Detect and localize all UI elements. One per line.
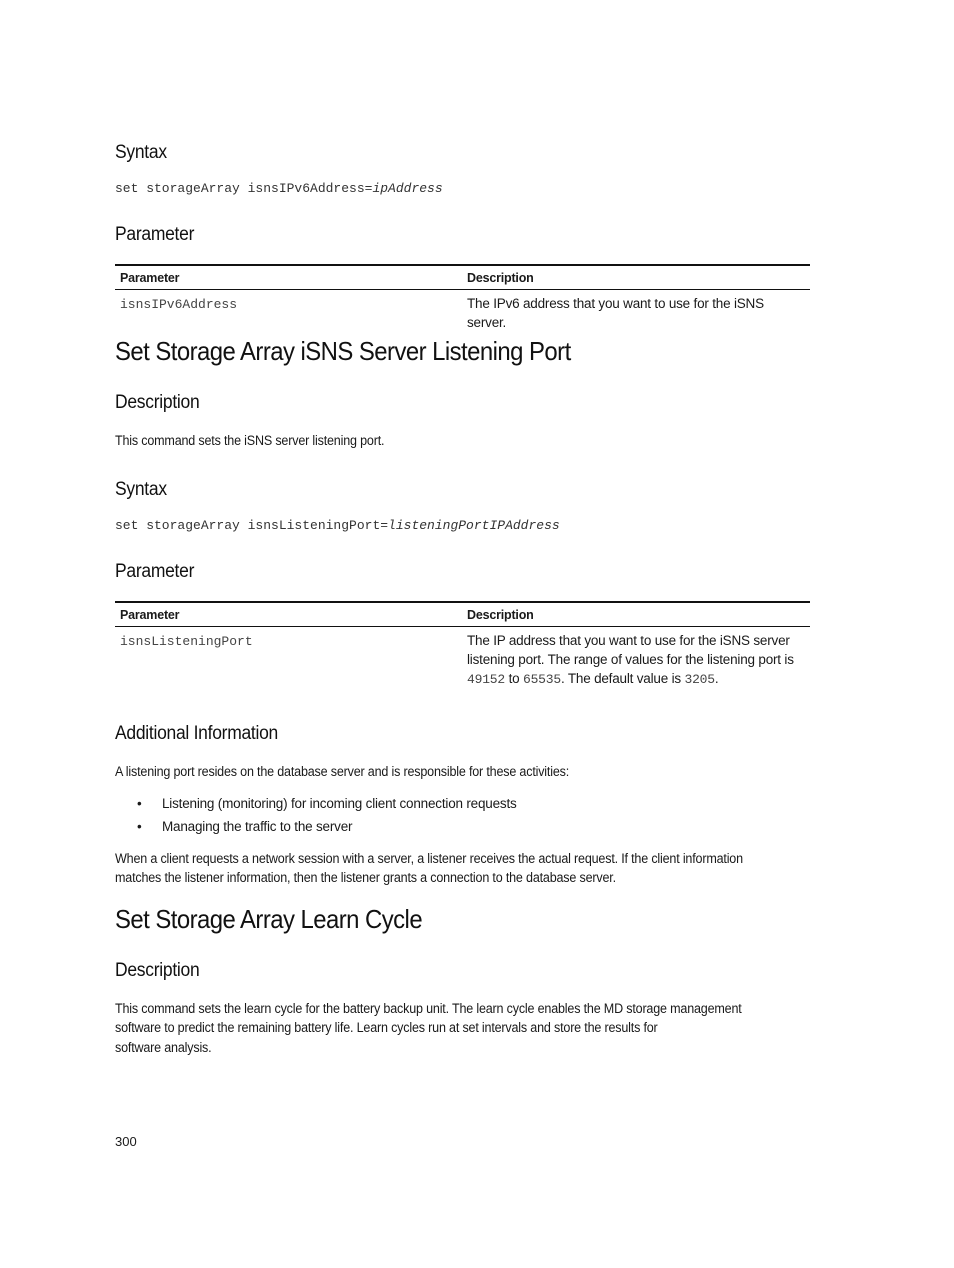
syntax-variable: ipAddress	[372, 181, 443, 196]
syntax-command: set storageArray isnsIPv6Address=	[115, 181, 373, 196]
range-max-value: 65535	[522, 672, 561, 687]
column-header-parameter: Parameter	[115, 265, 462, 290]
table-header-row	[115, 602, 810, 627]
parameter-range-line	[467, 669, 718, 689]
bullet-list	[115, 794, 517, 840]
sentence-period: .	[714, 671, 719, 686]
page-number: 300	[115, 1134, 137, 1149]
parameter-name: isnsListeningPort	[120, 634, 253, 649]
bullet-icon: •	[137, 796, 142, 811]
column-header-description: Description	[462, 602, 810, 627]
list-item	[115, 817, 517, 840]
parameter-table	[115, 264, 810, 336]
syntax-code	[115, 181, 443, 196]
column-header-description: Description	[462, 265, 810, 290]
list-item-text: Listening (monitoring) for incoming client connection requests	[162, 796, 517, 811]
section-title: Set Storage Array Learn Cycle	[115, 904, 423, 934]
table-row	[115, 627, 810, 694]
description-text-line: This command sets the learn cycle for the battery backup unit. The learn cycle enables the MD storage management	[115, 1001, 742, 1016]
parameter-heading: Parameter	[115, 224, 195, 245]
description-text-line: software to predict the remaining battery life. Learn cycles run at set intervals and store the results for	[115, 1020, 658, 1035]
range-to-text: to	[505, 671, 523, 686]
default-prefix-text: . The default value is	[561, 671, 685, 686]
column-header-parameter: Parameter	[115, 602, 462, 627]
syntax-heading: Syntax	[115, 479, 167, 500]
table-row	[115, 290, 810, 337]
syntax-command: set storageArray isnsListeningPort=	[115, 518, 389, 533]
syntax-variable: listeningPortIPAddress	[388, 518, 560, 533]
syntax-heading: Syntax	[115, 142, 167, 163]
list-item-text: Managing the traffic to the server	[162, 819, 353, 834]
syntax-code	[115, 518, 560, 533]
additional-information-heading: Additional Information	[115, 723, 279, 744]
description-text-line: software analysis.	[115, 1040, 212, 1055]
list-item	[115, 794, 517, 817]
description-heading: Description	[115, 960, 200, 981]
parameter-description-line: listening port. The range of values for the listening port is	[467, 652, 794, 667]
description-heading: Description	[115, 392, 200, 413]
range-min-value: 49152	[467, 672, 506, 687]
closing-text-line: When a client requests a network session with a server, a listener receives the actual request. If the client information	[115, 851, 743, 866]
parameter-description-line: The IP address that you want to use for the iSNS server	[467, 633, 790, 648]
parameter-heading: Parameter	[115, 561, 195, 582]
default-value: 3205	[684, 672, 715, 687]
additional-intro-text: A listening port resides on the database server and is responsible for these activities:	[115, 764, 570, 779]
bullet-icon: •	[137, 819, 142, 834]
table-header-row	[115, 265, 810, 290]
description-text: This command sets the iSNS server listening port.	[115, 433, 385, 448]
closing-text-line: matches the listener information, then the listener grants a connection to the database server.	[115, 870, 616, 885]
parameter-description: The IPv6 address that you want to use for the iSNS server.	[467, 296, 764, 330]
parameter-name: isnsIPv6Address	[120, 297, 238, 312]
parameter-table	[115, 601, 810, 693]
section-title: Set Storage Array iSNS Server Listening Port	[115, 336, 571, 366]
